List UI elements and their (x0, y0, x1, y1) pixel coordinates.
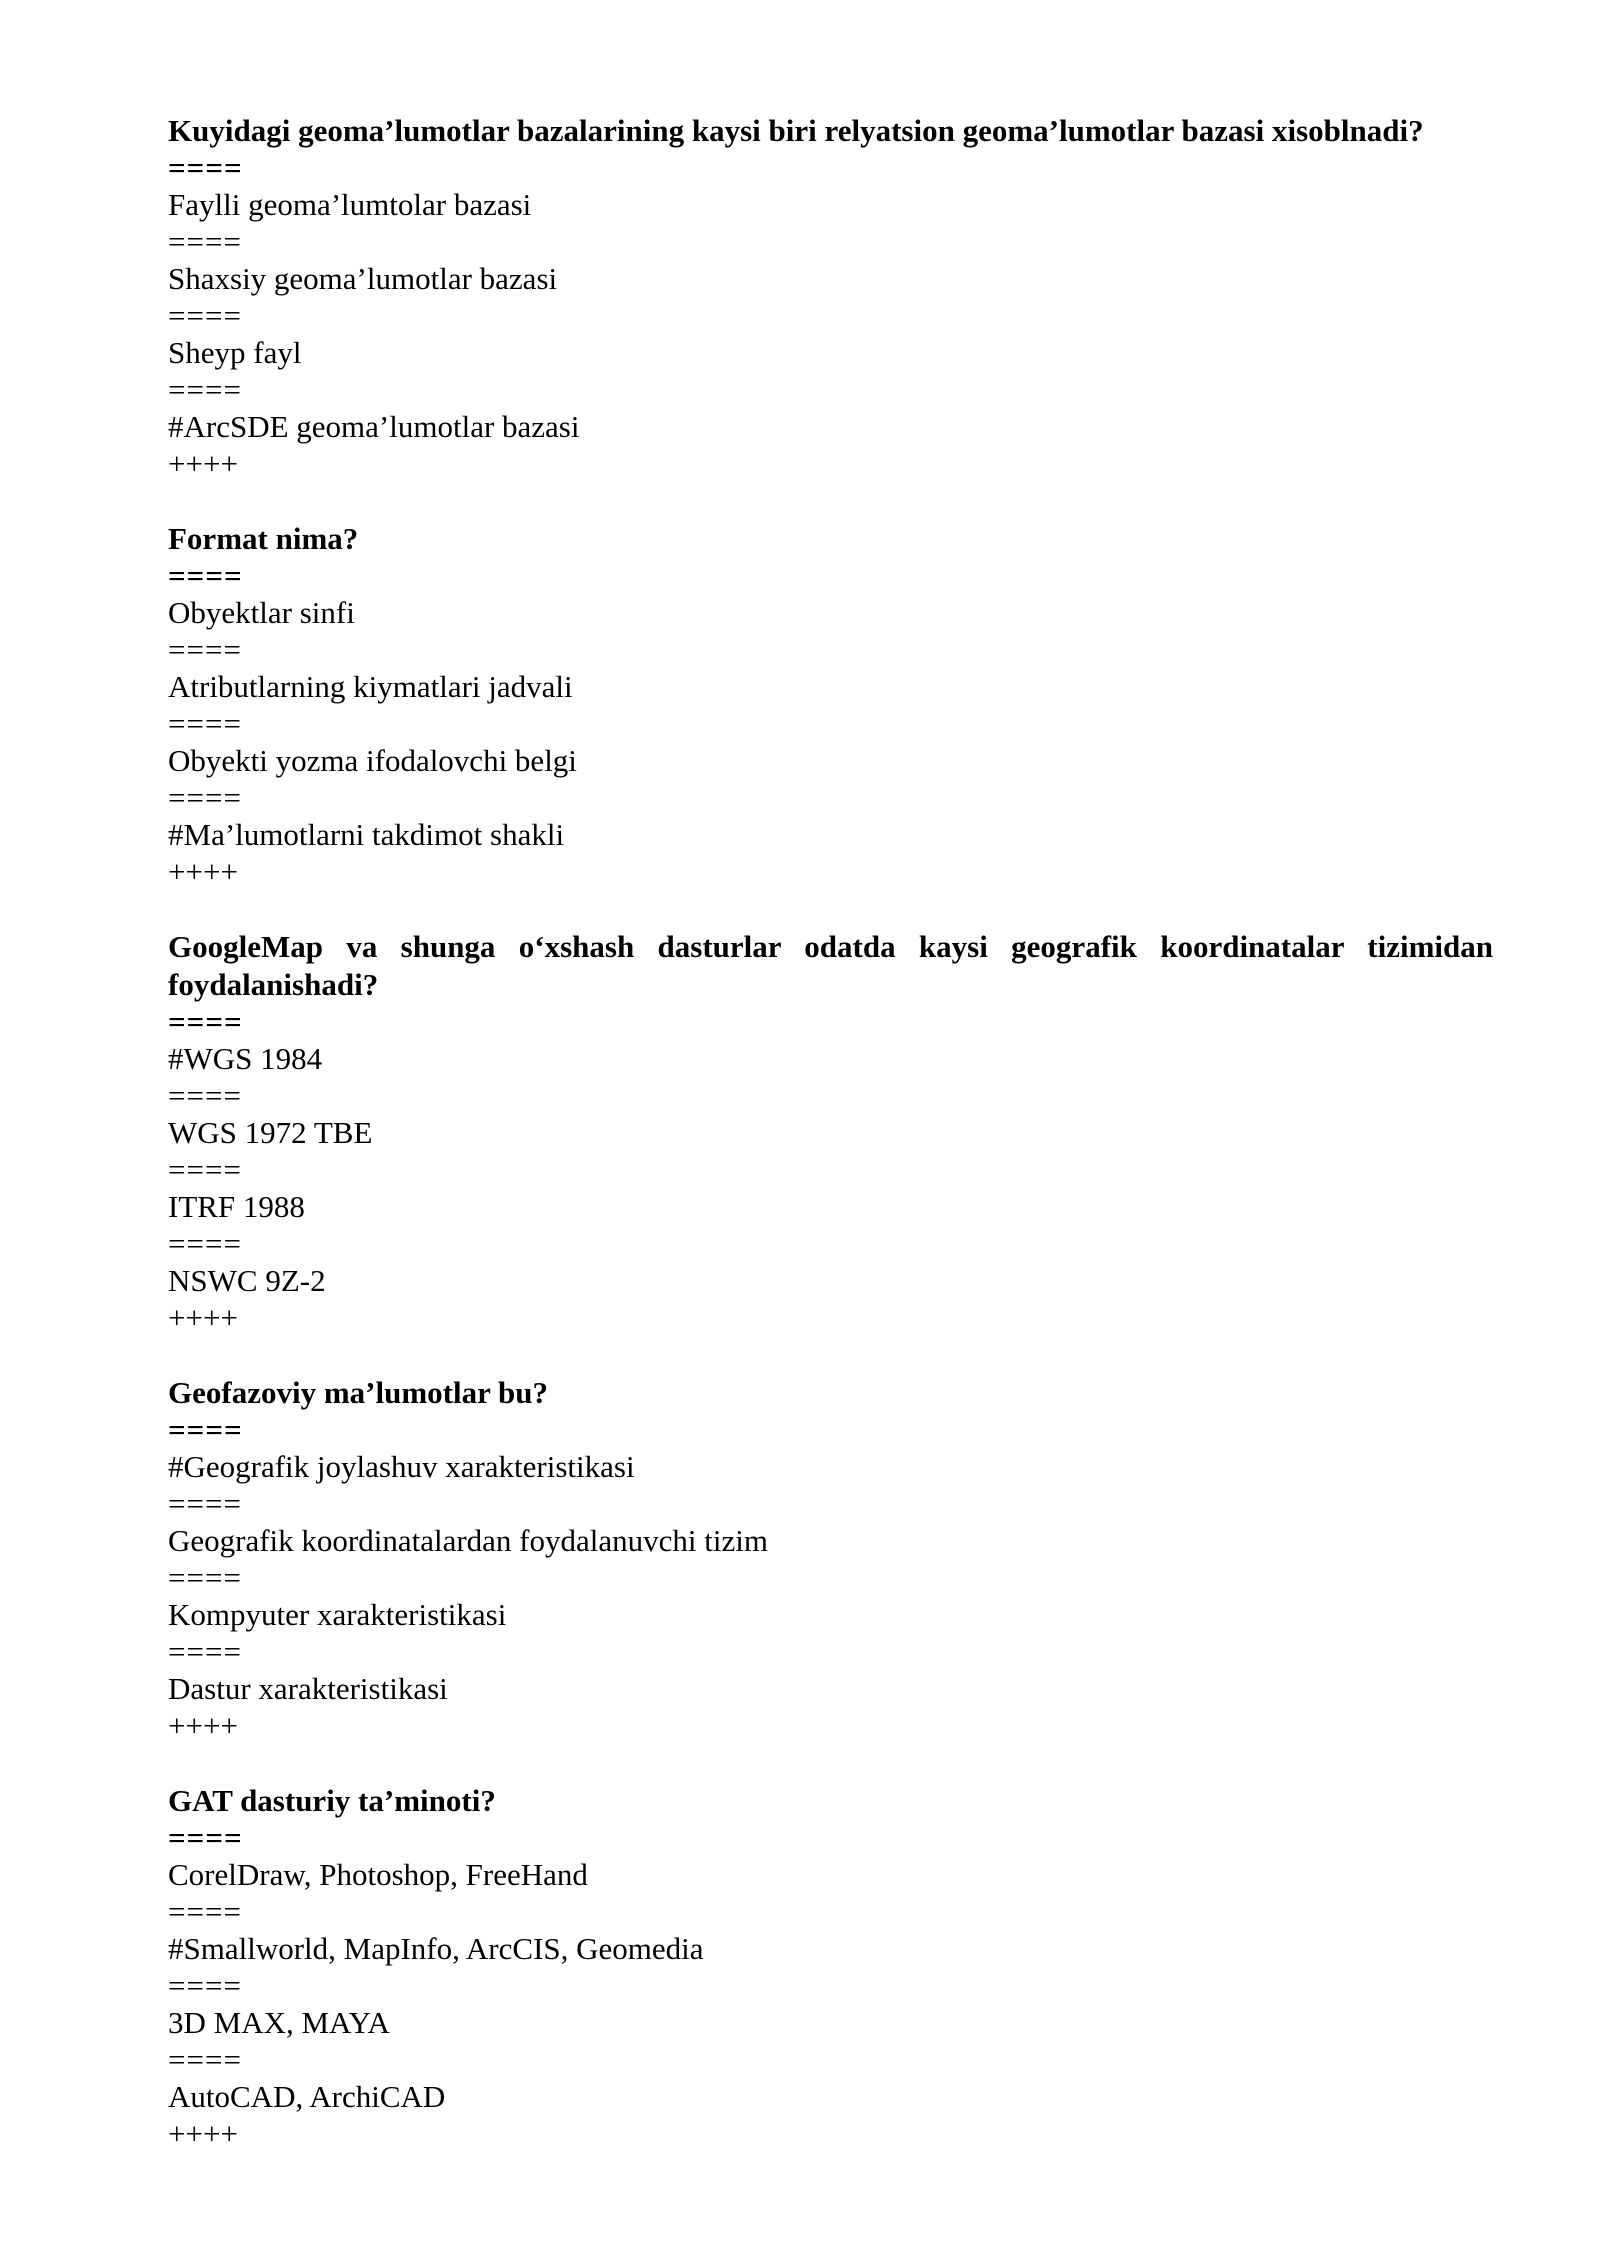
separator: ==== (168, 2042, 242, 2077)
separator: ==== (168, 1412, 243, 1447)
separator: ==== (168, 780, 242, 815)
document-page (168, 112, 1493, 2190)
question-text: Geofazoviy ma’lumotlar bu? (168, 1375, 549, 1410)
separator: ==== (168, 1152, 242, 1187)
end-marker: ++++ (168, 854, 238, 889)
answer-option: Obyekti yozma ifodalovchi belgi (168, 743, 577, 778)
separator: ==== (168, 632, 242, 667)
question-text: Kuyidagi geoma’lumotlar bazalarining kaysi biri relyatsion geoma’lumotlar bazasi xisoblnadi? (168, 113, 1424, 148)
separator: ==== (168, 372, 242, 407)
answer-option: NSWC 9Z-2 (168, 1263, 326, 1298)
answer-option-correct: #Ma’lumotlarni takdimot shakli (168, 817, 565, 852)
end-marker: ++++ (168, 1300, 238, 1335)
question-block-5 (168, 1782, 1493, 2152)
answer-option: Dastur xarakteristikasi (168, 1671, 448, 1706)
end-marker: ++++ (168, 2116, 238, 2151)
question-block-2 (168, 520, 1493, 890)
answer-option: Kompyuter xarakteristikasi (168, 1597, 507, 1632)
answer-option: 3D MAX, MAYA (168, 2005, 390, 2040)
separator: ==== (168, 558, 243, 593)
answer-option-correct: #ArcSDE geoma’lumotlar bazasi (168, 409, 580, 444)
separator: ==== (168, 1820, 243, 1855)
answer-option: Faylli geoma’lumtolar bazasi (168, 187, 532, 222)
question-text: GAT dasturiy ta’minoti? (168, 1783, 496, 1818)
separator: ==== (168, 706, 242, 741)
separator: ==== (168, 1968, 242, 2003)
answer-option: Sheyp fayl (168, 335, 302, 370)
answer-option: CorelDraw, Photoshop, FreeHand (168, 1857, 588, 1892)
question-block-4 (168, 1374, 1493, 1744)
separator: ==== (168, 1560, 242, 1595)
answer-option: Geografik koordinatalardan foydalanuvchi tizim (168, 1523, 768, 1558)
answer-option-correct: #Smallworld, MapInfo, ArcCIS, Geomedia (168, 1931, 704, 1966)
separator: ==== (168, 224, 242, 259)
answer-option-correct: #WGS 1984 (168, 1041, 323, 1076)
question-block-1 (168, 112, 1493, 482)
separator: ==== (168, 1004, 243, 1039)
answer-option: Atributlarning kiymatlari jadvali (168, 669, 573, 704)
answer-option: ITRF 1988 (168, 1189, 305, 1224)
answer-option: WGS 1972 TBE (168, 1115, 373, 1150)
separator: ==== (168, 1226, 242, 1261)
separator: ==== (168, 1486, 242, 1521)
answer-option: AutoCAD, ArchiCAD (168, 2079, 446, 2114)
question-text: Format nima? (168, 521, 359, 556)
question-text: GoogleMap va shunga o‘xshash dasturlar odatda kaysi geografik koordinatalar tizimidan foydalanishadi? (168, 929, 1493, 1002)
answer-option: Shaxsiy geoma’lumotlar bazasi (168, 261, 558, 296)
end-marker: ++++ (168, 1708, 238, 1743)
answer-option: Obyektlar sinfi (168, 595, 355, 630)
end-marker: ++++ (168, 446, 238, 481)
separator: ==== (168, 1634, 242, 1669)
answer-option-correct: #Geografik joylashuv xarakteristikasi (168, 1449, 635, 1484)
separator: ==== (168, 298, 242, 333)
separator: ==== (168, 150, 243, 185)
question-block-3 (168, 928, 1493, 1336)
separator: ==== (168, 1078, 242, 1113)
separator: ==== (168, 1894, 242, 1929)
